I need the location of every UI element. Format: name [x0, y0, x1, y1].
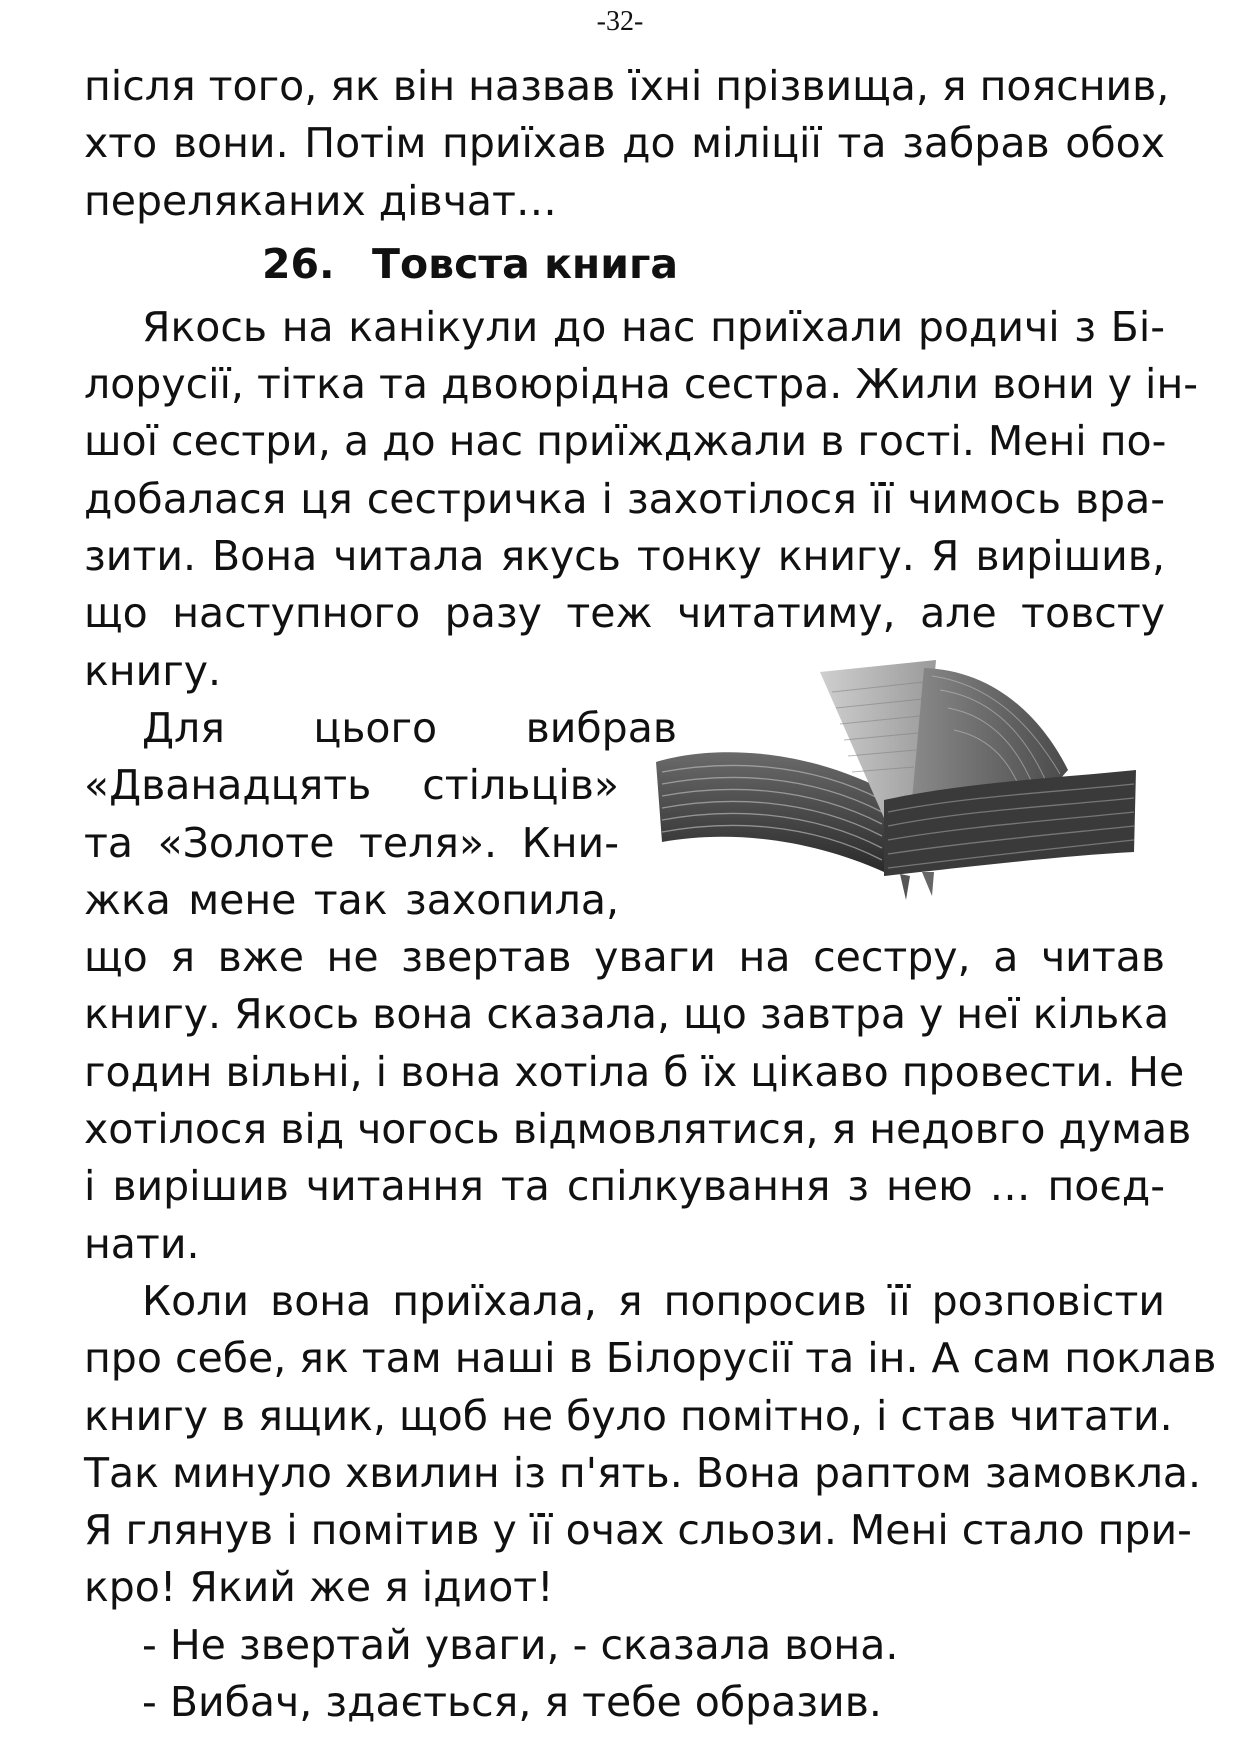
- text-line: зити. Вона читала якусь тонку книгу. Я вирішив,: [84, 532, 1165, 581]
- text-line: переляканих дівчат…: [84, 176, 557, 225]
- text-line: Для цього вибрав: [142, 703, 677, 752]
- text-line: кро! Який же я ідиот!: [84, 1563, 554, 1612]
- dialogue-line: - Не звертай уваги, - сказала вона.: [142, 1620, 899, 1669]
- text-line: що наступного разу теж читатиму, але товсту: [84, 589, 1165, 638]
- text-line: про себе, як там наші в Білорусії та ін. А сам поклав: [84, 1334, 1217, 1383]
- text-line: годин вільні, і вона хотіла б їх цікаво провести. Не: [84, 1047, 1185, 1096]
- text-line: Якось на канікули до нас приїхали родичі з Бі-: [142, 302, 1165, 351]
- page-number: -32-: [596, 6, 644, 37]
- text-line: жка мене так захопила,: [84, 875, 619, 924]
- text-line: книгу в ящик, щоб не було помітно, і став читати.: [84, 1391, 1173, 1440]
- section-heading: [84, 230, 1165, 299]
- text-line: лорусії, тітка та двоюрідна сестра. Жили вони у ін-: [84, 360, 1199, 409]
- text-line: хто вони. Потім приїхав до міліції та забрав обох: [84, 119, 1165, 168]
- section-number: 26.: [262, 239, 335, 288]
- text-line: і вирішив читання та спілкування з нею … поєд-: [84, 1162, 1165, 1211]
- text-line: що я вже не звертав уваги на сестру, а читав: [84, 933, 1165, 982]
- paragraph-prev: [84, 58, 1170, 230]
- text-line: шої сестри, а до нас приїжджали в гості. Мені по-: [84, 417, 1167, 466]
- text-line: Так минуло хвилин із п'ять. Вона раптом замовкла.: [84, 1448, 1202, 1497]
- paragraph-1: [84, 299, 1199, 700]
- dialogue: [84, 1617, 1165, 1732]
- text-line: та «Золоте теля». Кни-: [84, 818, 619, 867]
- text-line: «Дванадцять стільців»: [84, 761, 619, 810]
- text-line: Коли вона приїхала, я попросив її розповісти: [142, 1276, 1165, 1325]
- dialogue-line: - Вибач, здається, я тебе образив.: [142, 1678, 882, 1727]
- text-line: хотілося від чогось відмовлятися, я недовго думав: [84, 1105, 1192, 1154]
- text-line: книгу.: [84, 646, 222, 695]
- text-line: добалася ця сестричка і захотілося її чимось вра-: [84, 474, 1165, 523]
- section-title: Товста книга: [372, 239, 679, 288]
- open-book-illustration: [648, 650, 1144, 912]
- text-line: книгу. Якось вона сказала, що завтра у неї кілька: [84, 990, 1170, 1039]
- text-line: після того, як він назвав їхні прізвища, я пояснив,: [84, 62, 1170, 110]
- text-line: нати.: [84, 1219, 200, 1268]
- open-book-icon: [648, 650, 1144, 912]
- text-line: Я глянув і помітив у її очах сльози. Мені стало при-: [84, 1506, 1192, 1555]
- paragraph-3: [84, 1273, 1217, 1617]
